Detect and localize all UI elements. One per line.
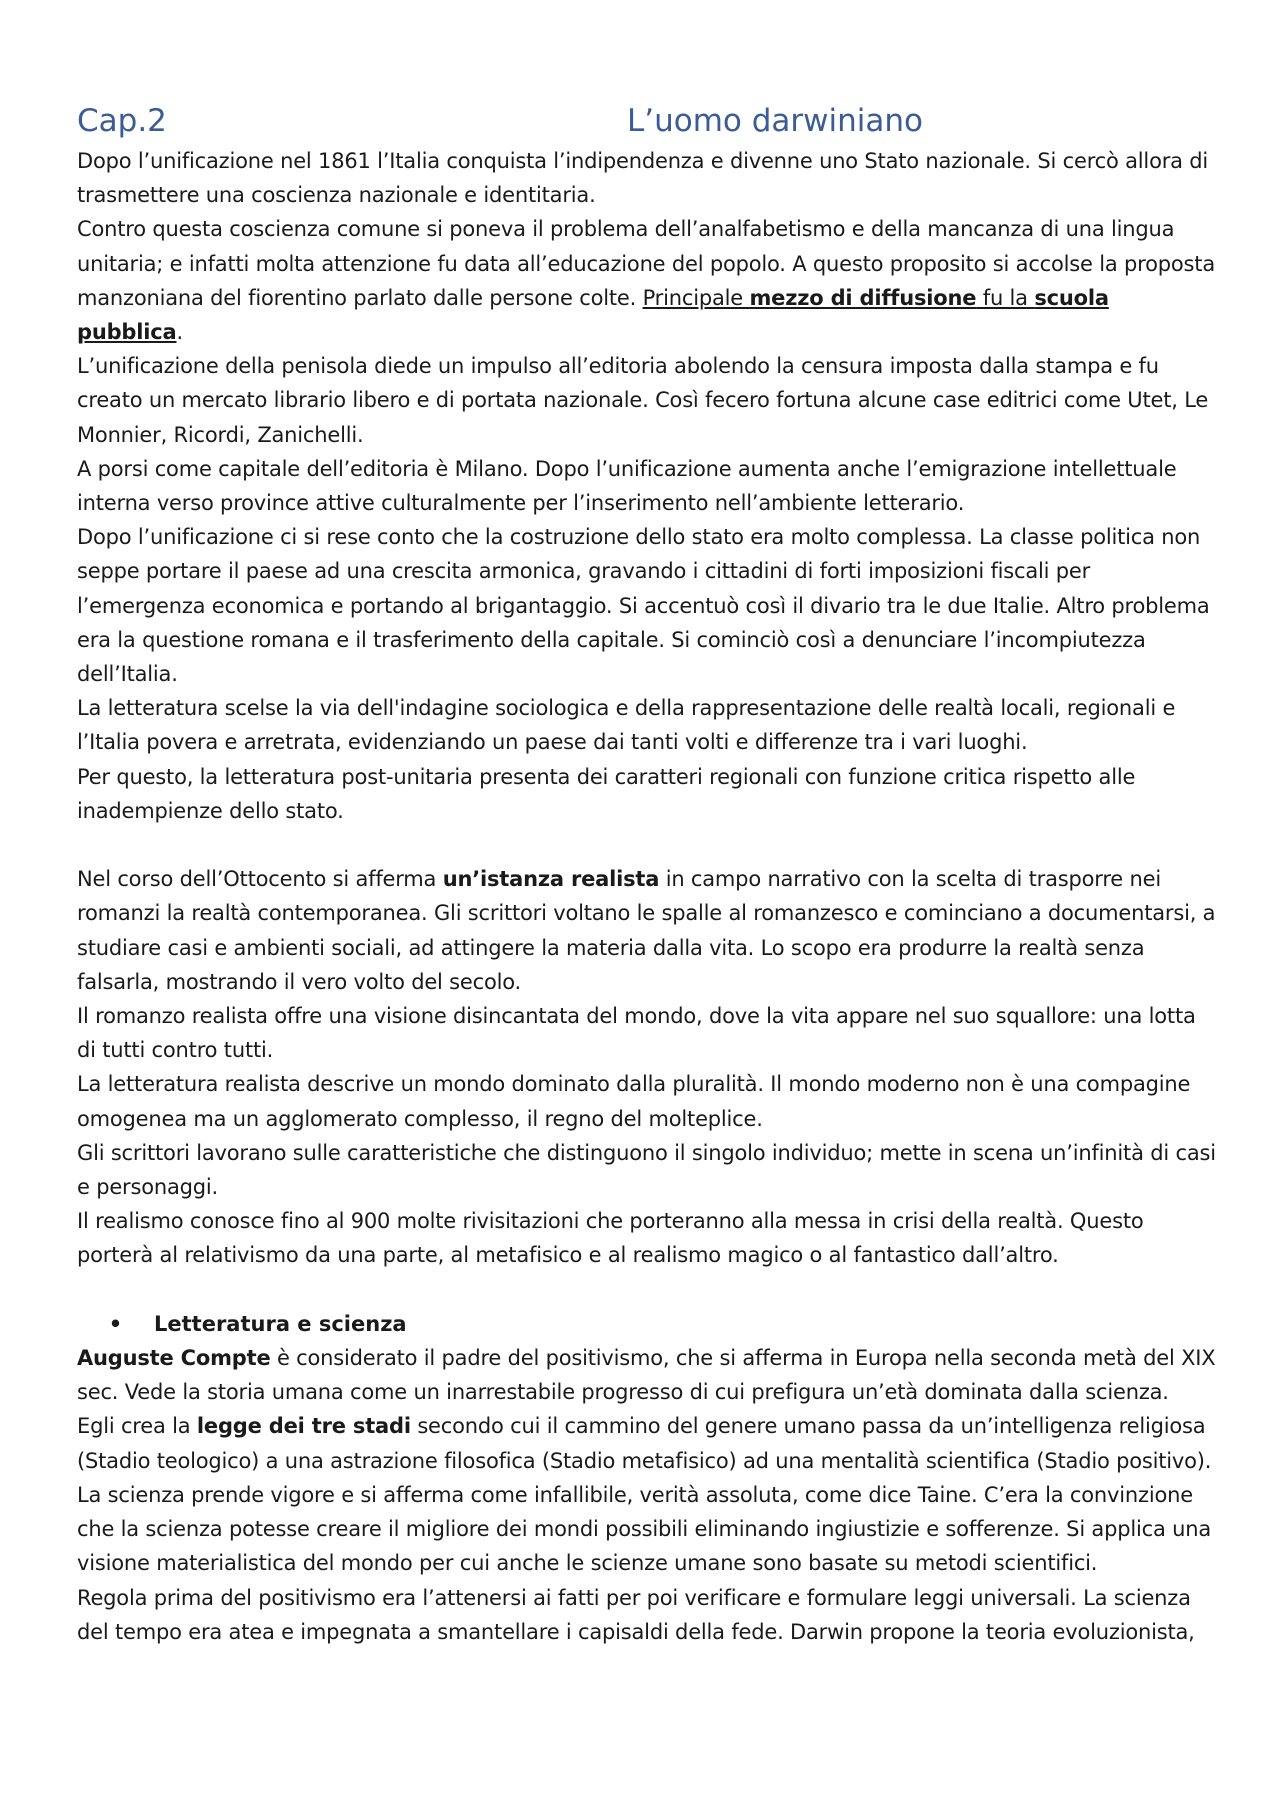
chapter-heading xyxy=(77,98,1217,144)
paragraph-realism: Nel corso dell’Ottocento si afferma un’istanza realista in campo narrativo con la scelta di trasporre nei romanzi la realtà contemporanea. Gli scrittori voltano le spalle al romanzesco e cominciano a documentarsi, a studiare casi e ambienti sociali, ad attingere la materia dalla vita. Lo scopo era produrre la realtà senza falsarla, mostrando il vero volto del secolo. xyxy=(77,867,1216,994)
paragraph-positivism-rule: Regola prima del positivismo era l’attenersi ai fatti per poi verificare e formulare leggi universali. La scienza del tempo era atea e impegnata a smantellare i capisaldi della fede. Darwin propone la teoria evoluzionista, xyxy=(77,1585,1195,1644)
blank-line xyxy=(77,828,1217,862)
document-page xyxy=(77,98,1217,1649)
chapter-title: L’uomo darwiniano xyxy=(627,103,924,139)
paragraph-post-unitary: Per questo, la letteratura post-unitaria presenta dei caratteri regionali con funzione critica rispetto alle inadempienze dello stato. xyxy=(77,764,1136,823)
chapter-number: Cap.2 xyxy=(77,103,167,139)
section-heading xyxy=(77,1307,1217,1341)
paragraph-sociological-inquiry: La letteratura scelse la via dell'indagine sociologica e della rappresentazione delle realtà locali, regionali e l’Italia povera e arretrata, evidenziando un paese dai tanti volti e differenze tra i vari luoghi. xyxy=(77,696,1176,755)
paragraph-plurality: La letteratura realista descrive un mondo dominato dalla pluralità. Il mondo moderno non è una compagine omogenea ma un agglomerato complesso, il regno del molteplice. xyxy=(77,1072,1191,1131)
paragraph-publishing: L’unificazione della penisola diede un impulso all’editoria abolendo la censura imposta dalla stampa e fu creato un mercato librario libero e di portata nazionale. Così fecero fortuna alcune case editrici come Utet, Le Monnier, Ricordi, Zanichelli. xyxy=(77,354,1209,447)
paragraph-milano: A porsi come capitale dell’editoria è Milano. Dopo l’unificazione aumenta anche l’emigrazione intellettuale interna verso province attive culturalmente per l’inserimento nell’ambiente letterario. xyxy=(77,456,1177,516)
paragraph-analphabetism: Contro questa coscienza comune si poneva il problema dell’analfabetismo e della mancanza di una lingua unitaria; e infatti molta attenzione fu data all’educazione del popolo. A questo proposito si accolse la proposta manzoniana del fiorentino parlato dalle persone colte. Principale mezzo di diffusione fu la scuola pubblica. xyxy=(77,217,1215,345)
underlined-text: Principale mezzo di diffusione fu la scuola pubblica xyxy=(77,285,1109,345)
paragraph-three-stages: Egli crea la legge dei tre stadi secondo cui il cammino del genere umano passa da un’intelligenza religiosa (Stadio teologico) a una astrazione filosofica (Stadio metafisico) ad una mentalità scientifica (Stadio positivo). La scienza prende vigore e si afferma come infallibile, verità assoluta, come dice Taine. C’era la convinzione che la scienza potesse creare il migliore dei mondi possibili eliminando ingiustizie e sofferenze. Si applica una visione materialistica del mondo per cui anche le scienze umane sono basate su metodi scientifici. xyxy=(77,1414,1212,1576)
paragraph-unification: Dopo l’unificazione nel 1861 l’Italia conquista l’indipendenza e divenne uno Stato nazionale. Si cercò allora di trasmettere una coscienza nazionale e identitaria. xyxy=(77,149,1209,208)
paragraph-realism-crisis: Il realismo conosce fino al 900 molte rivisitazioni che porteranno alla messa in crisi della realtà. Questo porterà al relativismo da una parte, al metafisico e al realismo magico o al fantastico dall’altro. xyxy=(77,1209,1144,1268)
blank-line xyxy=(77,1273,1217,1307)
paragraph-writers: Gli scrittori lavorano sulle caratteristiche che distinguono il singolo individuo; mette in scena un’infinità di casi e personaggi. xyxy=(77,1140,1216,1200)
paragraph-realist-novel: Il romanzo realista offre una visione disincantata del mondo, dove la vita appare nel suo squallore: una lotta di tutti contro tutti. xyxy=(77,1004,1196,1063)
paragraph-compte: Auguste Compte è considerato il padre del positivismo, che si afferma in Europa nella seconda metà del XIX sec. Vede la storia umana come un inarrestabile progresso di cui prefigura un’età dominata dalla scienza. xyxy=(77,1346,1216,1405)
paragraph-state-construction: Dopo l’unificazione ci si rese conto che la costruzione dello stato era molto complessa. La classe politica non seppe portare il paese ad una crescita armonica, gravando i cittadini di forti imposizioni fiscali per l’emergenza economica e portando al brigantaggio. Si accentuò così il divario tra le due Italie. Altro problema era la questione romana e il trasferimento della capitale. Si cominciò così a denunciare l’incompiutezza dell’Italia. xyxy=(77,525,1210,687)
section-title: Letteratura e scienza xyxy=(154,1311,407,1336)
bullet-icon: • xyxy=(108,1311,123,1336)
